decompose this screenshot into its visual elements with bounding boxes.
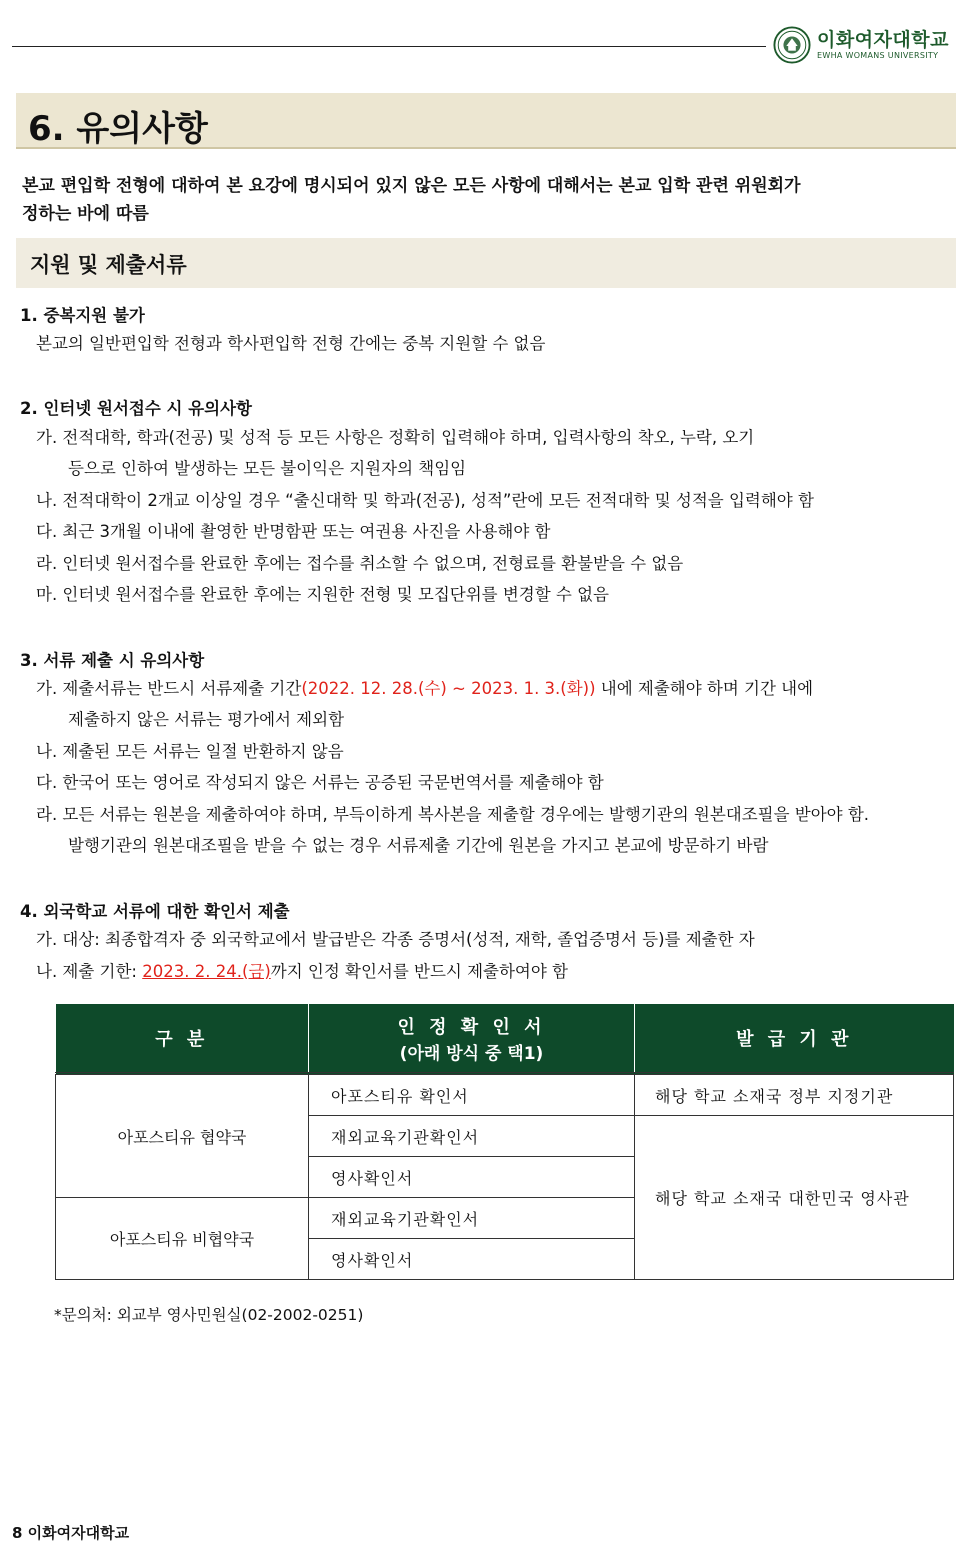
submission-deadline: 2023. 2. 24.(금)	[142, 962, 271, 981]
section-2-item-ma: 마. 인터넷 원서접수를 완료한 후에는 지원한 전형 및 모집단위를 변경할 수 없음	[36, 585, 609, 604]
header-category: 구 분	[56, 1004, 309, 1074]
header-confirmation-line2: (아래 방식 중 택1)	[399, 1043, 544, 1064]
section-2-item-ga-line1: 가. 전적대학, 학과(전공) 및 성적 등 모든 사항은 정확히 입력해야 하며, 입력사항의 착오, 누락, 오기	[36, 428, 755, 447]
section-3-item-ga-line2: 제출하지 않은 서류는 평가에서 제외함	[68, 710, 345, 729]
section-3-item-ra-line2: 발행기관의 원본대조필을 받을 수 없는 경우 서류제출 기간에 원본을 가지고 본교에 방문하기 바람	[68, 836, 769, 855]
subsection-title: 지원 및 제출서류	[30, 253, 187, 277]
section-3-ga-text-b: 내에 제출해야 하며 기간 내에	[595, 679, 814, 698]
issuer-cell: 해당 학교 소재국 정부 지정기관	[635, 1074, 954, 1116]
section-2-item-ga-line2: 등으로 인하여 발생하는 모든 불이익은 지원자의 책임임	[68, 459, 467, 478]
section-1-title: 1. 중복지원 불가	[20, 306, 145, 325]
page-footer: 8 이화여자대학교	[12, 1524, 130, 1542]
university-seal-icon	[773, 26, 811, 64]
section-4-item-na	[36, 961, 568, 983]
section-3-item-ra-line1: 라. 모든 서류는 원본을 제출하여야 하며, 부득이하게 복사본을 제출할 경우에는 발행기관의 원본대조필을 받아야 함.	[36, 805, 870, 824]
logo-korean-name: 이화여자대학교	[817, 28, 949, 51]
intro-paragraph	[22, 172, 942, 228]
intro-line-2: 정하는 바에 따름	[22, 204, 149, 224]
section-3-item-da: 다. 한국어 또는 영어로 작성되지 않은 서류는 공증된 국문번역서를 제출해야 함	[36, 773, 604, 792]
group-apostille-nonmember: 아포스티유 비협약국	[56, 1198, 309, 1280]
section-1-text: 본교의 일반편입학 전형과 학사편입학 전형 간에는 중복 지원할 수 없음	[36, 334, 546, 353]
issuer-cell-shared: 해당 학교 소재국 대한민국 영사관	[635, 1116, 954, 1280]
page-title: 6. 유의사항	[28, 109, 208, 149]
university-logo	[773, 26, 949, 64]
header-rule	[12, 46, 766, 47]
section-3-item-na: 나. 제출된 모든 서류는 일절 반환하지 않음	[36, 742, 344, 761]
logo-english-name: EWHA WOMANS UNIVERSITY	[817, 50, 939, 60]
section-4-title: 4. 외국학교 서류에 대한 확인서 제출	[20, 902, 290, 921]
section-3-item-ga-line1	[36, 678, 813, 700]
section-2-item-na: 나. 전적대학이 2개교 이상일 경우 “출신대학 및 학과(전공), 성적”란에 모든 전적대학 및 성적을 입력해야 함	[36, 491, 814, 510]
table-header-row	[56, 1004, 954, 1074]
doc-cell: 영사확인서	[309, 1157, 635, 1198]
header-confirmation	[309, 1004, 635, 1074]
submission-period: (2022. 12. 28.(수) ~ 2023. 1. 3.(화))	[301, 679, 596, 698]
table-row	[56, 1074, 954, 1116]
header-issuer: 발 급 기 관	[635, 1004, 954, 1074]
section-2-item-da: 다. 최근 3개월 이내에 촬영한 반명함판 또는 여권용 사진을 사용해야 함	[36, 522, 551, 541]
section-4-item-ga: 가. 대상: 최종합격자 중 외국학교에서 발급받은 각종 증명서(성적, 재학, 졸업증명서 등)를 제출한 자	[36, 930, 755, 949]
section-title-band	[16, 93, 956, 149]
confirmation-table	[55, 1004, 954, 1280]
intro-line-1: 본교 편입학 전형에 대하여 본 요강에 명시되어 있지 않은 모든 사항에 대해서는 본교 입학 관련 위원회가	[22, 176, 801, 196]
section-4-na-text-a: 나. 제출 기한:	[36, 962, 143, 981]
contact-note: *문의처: 외교부 영사민원실(02-2002-0251)	[54, 1306, 364, 1324]
section-2-title: 2. 인터넷 원서접수 시 유의사항	[20, 399, 252, 418]
doc-cell: 재외교육기관확인서	[309, 1116, 635, 1157]
group-apostille-member: 아포스티유 협약국	[56, 1074, 309, 1198]
doc-cell: 영사확인서	[309, 1239, 635, 1280]
section-2-item-ra: 라. 인터넷 원서접수를 완료한 후에는 접수를 취소할 수 없으며, 전형료를 환불받을 수 없음	[36, 554, 684, 573]
section-4-na-text-b: 까지 인정 확인서를 반드시 제출하여야 함	[270, 962, 568, 981]
subsection-band	[16, 238, 956, 288]
section-3-title: 3. 서류 제출 시 유의사항	[20, 651, 205, 670]
header-confirmation-line1: 인 정 확 인 서	[397, 1016, 546, 1038]
section-3-ga-text-a: 가. 제출서류는 반드시 서류제출 기간	[36, 679, 302, 698]
doc-cell: 재외교육기관확인서	[309, 1198, 635, 1239]
doc-cell: 아포스티유 확인서	[309, 1074, 635, 1116]
